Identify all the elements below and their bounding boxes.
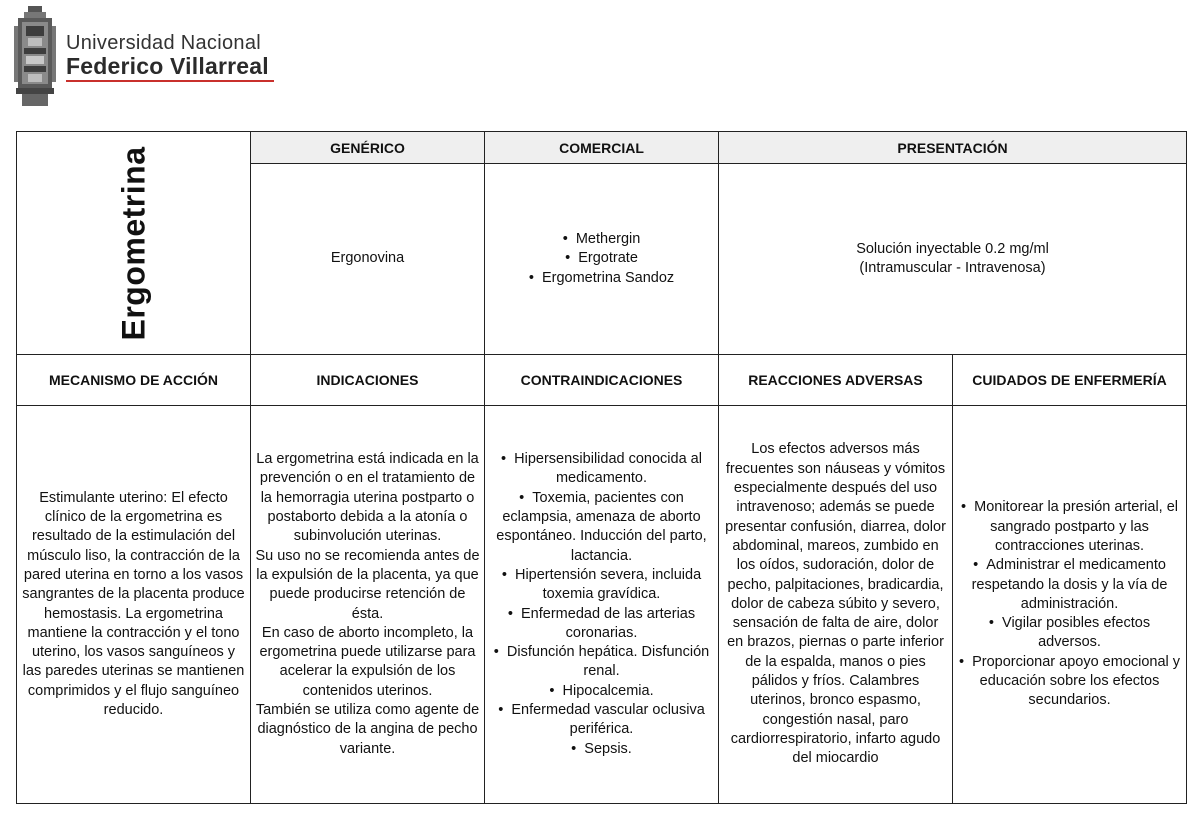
presentation-value — [719, 164, 1187, 355]
indication-paragraph: Su uso no se recomienda antes de la expulsión de la placenta, ya que puede producirse retención de ésta. — [255, 547, 480, 622]
list-item: • Methergin — [489, 230, 714, 249]
nursing-text — [953, 406, 1187, 804]
list-item: • Ergotrate — [489, 249, 714, 268]
drug-table — [16, 131, 1187, 804]
university-header — [14, 6, 294, 108]
header-mechanism: MECANISMO DE ACCIÓN — [17, 355, 251, 406]
indication-paragraph: La ergometrina está indicada en la prevención o en el tratamiento de la hemorragia uterina postparto o postaborto debida a la atonía o subinvolución uterinas. — [256, 451, 479, 545]
drug-name-cell — [17, 132, 251, 355]
list-item: • Toxemia, pacientes con eclampsia, amenaza de aborto espontáneo. Inducción del parto, lactancia. — [489, 489, 714, 566]
university-crest-icon — [14, 6, 56, 106]
logo-underline — [66, 80, 274, 82]
adverse-text — [719, 406, 953, 804]
generic-value: Ergonovina — [251, 164, 485, 355]
list-item: • Enfermedad vascular oclusiva periférica. — [489, 701, 714, 740]
university-name-line2: Federico Villarreal — [66, 53, 269, 79]
nursing-list — [957, 498, 1182, 710]
contraindications-list — [489, 450, 714, 759]
header-commercial: COMERCIAL — [485, 132, 719, 164]
indication-paragraph: En caso de aborto incompleto, la ergometrina puede utilizarse para acelerar la expulsión de los contenidos uterinos. — [259, 624, 476, 699]
university-name — [66, 32, 274, 82]
list-item: • Disfunción hepática. Disfunción renal. — [489, 643, 714, 682]
list-item: • Enfermedad de las arterias coronarias. — [489, 605, 714, 644]
header-presentation: PRESENTACIÓN — [719, 132, 1187, 164]
list-item: • Hipersensibilidad conocida al medicamento. — [489, 450, 714, 489]
commercial-list — [489, 230, 714, 288]
drug-name: Ergometrina — [114, 146, 151, 340]
contraindications-text — [485, 406, 719, 804]
header-nursing: CUIDADOS DE ENFERMERÍA — [953, 355, 1187, 406]
presentation-line: Solución inyectable 0.2 mg/ml — [856, 240, 1049, 257]
list-item: • Monitorear la presión arterial, el sangrado postparto y las contracciones uterinas. — [957, 498, 1182, 556]
list-item: • Ergometrina Sandoz — [489, 269, 714, 288]
commercial-value — [485, 164, 719, 355]
list-item: • Administrar el medicamento respetando la dosis y la vía de administración. — [957, 556, 1182, 614]
list-item: • Sepsis. — [489, 740, 714, 759]
list-item: • Vigilar posibles efectos adversos. — [957, 614, 1182, 653]
adverse-paragraph: pálidos y fríos. Calambres uterinos, bronco espasmo, congestión nasal, paro cardiorrespiratorio, infarto agudo del miocardio — [730, 673, 941, 767]
indication-paragraph: También se utiliza como agente de diagnóstico de la angina de pecho variante. — [255, 701, 480, 757]
list-item: • Hipertensión severa, incluida toxemia gravídica. — [489, 566, 714, 605]
header-generic: GENÉRICO — [251, 132, 485, 164]
list-item: • Proporcionar apoyo emocional y educación sobre los efectos secundarios. — [957, 653, 1182, 711]
header-contraindications: CONTRAINDICACIONES — [485, 355, 719, 406]
header-adverse: REACCIONES ADVERSAS — [719, 355, 953, 406]
list-item: • Hipocalcemia. — [489, 682, 714, 701]
presentation-route: (Intramuscular - Intravenosa) — [859, 260, 1046, 276]
university-name-line1: Universidad Nacional — [66, 32, 261, 54]
mechanism-text: Estimulante uterino: El efecto clínico de la ergometrina es resultado de la estimulación del músculo liso, la contracción de la pared uterina en torno a los vasos sangrantes de la placenta produce hemostasis. La ergometrina mantiene la contracción y el tono uterino, los vasos sanguíneos y las paredes uterinas se mantienen comprimidos y el flujo sanguíneo reducido. — [17, 406, 251, 804]
indications-text — [251, 406, 485, 804]
header-indications: INDICACIONES — [251, 355, 485, 406]
adverse-paragraph: Los efectos adversos más frecuentes son náuseas y vómitos especialmente después del uso intravenoso; además se puede presentar confusión, diarrea, dolor abdominal, mareos, zumbido en los oídos, sudoración, dolor de pecho, palpitaciones, bradicardia, dolor de cabeza súbito y severo, sensación de falta de aire, dolor en brazos, piernas o parte inferior de la espalda, manos o pies — [725, 441, 946, 670]
